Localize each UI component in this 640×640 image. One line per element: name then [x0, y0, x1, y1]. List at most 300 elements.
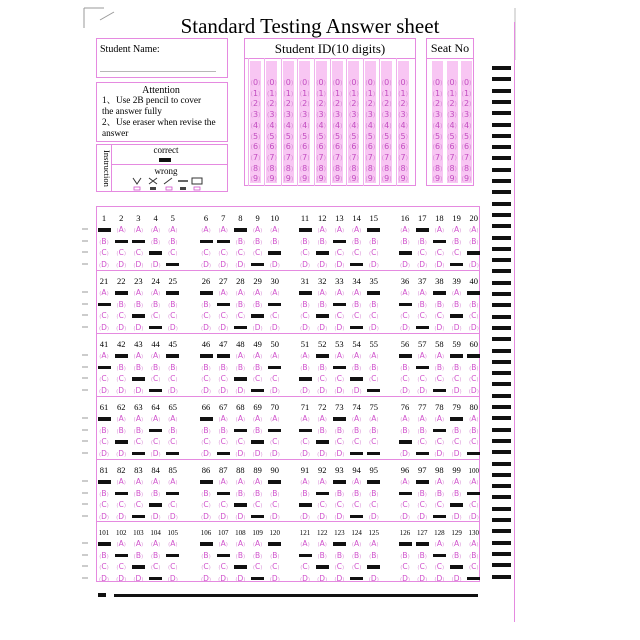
answer-option-b[interactable]: ( B ) — [96, 426, 112, 437]
answer-option-a[interactable]: ( A ) — [431, 351, 447, 362]
answer-mark-filled[interactable] — [367, 291, 380, 295]
student-id-bubble[interactable]: ( 2 ) — [363, 99, 377, 110]
answer-option-a[interactable]: ( A ) — [215, 477, 231, 488]
answer-option-b[interactable]: ( B ) — [331, 489, 347, 500]
student-id-bubble[interactable]: ( 0 ) — [249, 78, 263, 89]
answer-option-b[interactable]: ( B ) — [431, 489, 447, 500]
answer-mark-filled[interactable] — [132, 314, 145, 318]
answer-option-c[interactable]: ( C ) — [466, 500, 482, 511]
answer-option-d[interactable]: ( D ) — [331, 386, 347, 397]
answer-mark-filled[interactable] — [433, 291, 446, 295]
student-id-bubble[interactable]: ( 1 ) — [380, 89, 394, 100]
answer-mark-filled[interactable] — [450, 565, 463, 569]
answer-option-c[interactable]: ( C ) — [113, 562, 129, 573]
answer-option-d[interactable]: ( D ) — [314, 512, 330, 523]
answer-option-b[interactable]: ( B ) — [297, 300, 313, 311]
answer-option-c[interactable]: ( C ) — [113, 311, 129, 322]
answer-option-b[interactable]: ( B ) — [414, 551, 430, 562]
student-id-bubble[interactable]: ( 0 ) — [363, 78, 377, 89]
answer-option-b[interactable]: ( B ) — [198, 300, 214, 311]
answer-option-b[interactable]: ( B ) — [232, 237, 248, 248]
answer-option-c[interactable]: ( C ) — [198, 248, 214, 259]
answer-option-a[interactable]: ( A ) — [232, 414, 248, 425]
answer-option-b[interactable]: ( B ) — [232, 363, 248, 374]
answer-option-a[interactable]: ( A ) — [232, 477, 248, 488]
answer-option-b[interactable]: ( B ) — [449, 426, 465, 437]
answer-mark-filled[interactable] — [333, 417, 346, 421]
answer-option-d[interactable]: ( D ) — [96, 386, 112, 397]
student-id-bubble[interactable]: ( 5 ) — [314, 132, 328, 143]
answer-option-a[interactable]: ( A ) — [297, 414, 313, 425]
answer-option-c[interactable]: ( C ) — [165, 248, 181, 259]
student-id-bubble[interactable]: ( 6 ) — [314, 142, 328, 153]
answer-option-c[interactable]: ( C ) — [96, 374, 112, 385]
answer-option-b[interactable]: ( B ) — [314, 300, 330, 311]
answer-mark-filled[interactable] — [416, 480, 429, 484]
answer-option-a[interactable]: ( A ) — [331, 288, 347, 299]
answer-option-a[interactable]: ( A ) — [449, 288, 465, 299]
answer-option-b[interactable]: ( B ) — [250, 489, 266, 500]
answer-option-b[interactable]: ( B ) — [148, 489, 164, 500]
student-id-bubble[interactable]: ( 7 ) — [249, 153, 263, 164]
answer-option-c[interactable]: ( C ) — [215, 374, 231, 385]
answer-mark-filled[interactable] — [399, 492, 412, 496]
answer-option-c[interactable]: ( C ) — [267, 562, 283, 573]
answer-option-a[interactable]: ( A ) — [314, 539, 330, 550]
answer-option-c[interactable]: ( C ) — [96, 248, 112, 259]
answer-mark-filled[interactable] — [416, 366, 429, 370]
student-id-bubble[interactable]: ( 6 ) — [265, 142, 279, 153]
answer-option-b[interactable]: ( B ) — [314, 426, 330, 437]
answer-option-c[interactable]: ( C ) — [414, 374, 430, 385]
student-id-bubble[interactable]: ( 5 ) — [380, 132, 394, 143]
answer-option-a[interactable]: ( A ) — [349, 225, 365, 236]
answer-option-c[interactable]: ( C ) — [165, 311, 181, 322]
answer-mark-filled[interactable] — [251, 440, 264, 444]
seat-no-bubble[interactable]: ( 1 ) — [460, 89, 474, 100]
answer-option-a[interactable]: ( A ) — [215, 288, 231, 299]
answer-option-c[interactable]: ( C ) — [148, 437, 164, 448]
answer-option-c[interactable]: ( C ) — [113, 500, 129, 511]
student-id-bubble[interactable]: ( 9 ) — [363, 174, 377, 185]
answer-mark-filled[interactable] — [399, 440, 412, 444]
answer-option-b[interactable]: ( B ) — [349, 489, 365, 500]
answer-option-a[interactable]: ( A ) — [331, 351, 347, 362]
student-id-bubble[interactable]: ( 9 ) — [298, 174, 312, 185]
answer-option-d[interactable]: ( D ) — [314, 574, 330, 585]
student-id-bubble[interactable]: ( 8 ) — [396, 164, 410, 175]
answer-option-d[interactable]: ( D ) — [466, 512, 482, 523]
answer-option-d[interactable]: ( D ) — [198, 449, 214, 460]
answer-option-d[interactable]: ( D ) — [232, 574, 248, 585]
answer-option-c[interactable]: ( C ) — [331, 248, 347, 259]
answer-option-d[interactable]: ( D ) — [148, 260, 164, 271]
answer-option-d[interactable]: ( D ) — [215, 512, 231, 523]
answer-option-d[interactable]: ( D ) — [297, 386, 313, 397]
answer-option-b[interactable]: ( B ) — [96, 551, 112, 562]
answer-mark-filled[interactable] — [149, 577, 162, 581]
answer-mark-filled[interactable] — [268, 366, 281, 370]
answer-option-b[interactable]: ( B ) — [397, 426, 413, 437]
answer-option-b[interactable]: ( B ) — [148, 300, 164, 311]
answer-option-b[interactable]: ( B ) — [349, 363, 365, 374]
student-id-bubble[interactable]: ( 9 ) — [380, 174, 394, 185]
answer-option-a[interactable]: ( A ) — [250, 288, 266, 299]
seat-no-bubble[interactable]: ( 3 ) — [431, 110, 445, 121]
answer-mark-filled[interactable] — [467, 492, 480, 496]
answer-option-d[interactable]: ( D ) — [215, 574, 231, 585]
answer-mark-filled[interactable] — [132, 452, 145, 456]
student-id-bubble[interactable]: ( 7 ) — [314, 153, 328, 164]
answer-option-d[interactable]: ( D ) — [113, 574, 129, 585]
answer-option-a[interactable]: ( A ) — [431, 225, 447, 236]
answer-option-a[interactable]: ( A ) — [232, 539, 248, 550]
student-id-bubble[interactable]: ( 2 ) — [265, 99, 279, 110]
answer-mark-filled[interactable] — [234, 326, 247, 330]
student-id-bubble[interactable]: ( 0 ) — [314, 78, 328, 89]
student-id-bubble[interactable]: ( 7 ) — [298, 153, 312, 164]
answer-option-c[interactable]: ( C ) — [96, 437, 112, 448]
answer-option-b[interactable]: ( B ) — [250, 237, 266, 248]
answer-option-c[interactable]: ( C ) — [349, 562, 365, 573]
answer-option-d[interactable]: ( D ) — [431, 260, 447, 271]
student-id-bubble[interactable]: ( 8 ) — [249, 164, 263, 175]
seat-no-bubble[interactable]: ( 9 ) — [460, 174, 474, 185]
answer-mark-filled[interactable] — [149, 503, 162, 507]
answer-option-a[interactable]: ( A ) — [349, 351, 365, 362]
answer-option-a[interactable]: ( A ) — [250, 477, 266, 488]
student-id-bubble[interactable]: ( 5 ) — [281, 132, 295, 143]
answer-option-d[interactable]: ( D ) — [96, 574, 112, 585]
answer-mark-filled[interactable] — [234, 377, 247, 381]
answer-option-c[interactable]: ( C ) — [349, 248, 365, 259]
answer-mark-filled[interactable] — [333, 366, 346, 370]
answer-option-c[interactable]: ( C ) — [366, 248, 382, 259]
answer-option-a[interactable]: ( A ) — [250, 539, 266, 550]
answer-mark-filled[interactable] — [450, 263, 463, 267]
answer-mark-filled[interactable] — [416, 228, 429, 232]
answer-mark-filled[interactable] — [433, 389, 446, 393]
answer-option-d[interactable]: ( D ) — [165, 386, 181, 397]
answer-option-c[interactable]: ( C ) — [431, 562, 447, 573]
answer-option-d[interactable]: ( D ) — [397, 260, 413, 271]
seat-no-bubble[interactable]: ( 4 ) — [460, 121, 474, 132]
answer-option-c[interactable]: ( C ) — [366, 311, 382, 322]
student-id-bubble[interactable]: ( 9 ) — [331, 174, 345, 185]
answer-option-d[interactable]: ( D ) — [232, 260, 248, 271]
answer-option-b[interactable]: ( B ) — [130, 551, 146, 562]
student-id-bubble[interactable]: ( 6 ) — [298, 142, 312, 153]
student-id-bubble[interactable]: ( 5 ) — [347, 132, 361, 143]
answer-mark-filled[interactable] — [299, 291, 312, 295]
answer-option-d[interactable]: ( D ) — [215, 386, 231, 397]
answer-option-a[interactable]: ( A ) — [232, 351, 248, 362]
student-id-bubble[interactable]: ( 8 ) — [363, 164, 377, 175]
answer-option-d[interactable]: ( D ) — [449, 323, 465, 334]
answer-option-b[interactable]: ( B ) — [267, 551, 283, 562]
answer-mark-filled[interactable] — [251, 389, 264, 393]
answer-mark-filled[interactable] — [316, 251, 329, 255]
answer-mark-filled[interactable] — [98, 366, 111, 370]
answer-mark-filled[interactable] — [333, 303, 346, 307]
answer-mark-filled[interactable] — [316, 565, 329, 569]
student-id-bubble[interactable]: ( 3 ) — [281, 110, 295, 121]
answer-option-a[interactable]: ( A ) — [466, 477, 482, 488]
answer-option-a[interactable]: ( A ) — [397, 414, 413, 425]
answer-option-c[interactable]: ( C ) — [466, 437, 482, 448]
student-id-bubble[interactable]: ( 3 ) — [314, 110, 328, 121]
answer-mark-filled[interactable] — [234, 228, 247, 232]
answer-option-c[interactable]: ( C ) — [349, 437, 365, 448]
answer-option-c[interactable]: ( C ) — [314, 374, 330, 385]
answer-mark-filled[interactable] — [251, 314, 264, 318]
answer-mark-filled[interactable] — [149, 389, 162, 393]
seat-no-bubble[interactable]: ( 7 ) — [431, 153, 445, 164]
student-id-bubble[interactable]: ( 4 ) — [281, 121, 295, 132]
answer-option-b[interactable]: ( B ) — [250, 300, 266, 311]
answer-option-d[interactable]: ( D ) — [331, 512, 347, 523]
answer-option-b[interactable]: ( B ) — [96, 237, 112, 248]
answer-option-c[interactable]: ( C ) — [96, 562, 112, 573]
answer-option-a[interactable]: ( A ) — [250, 414, 266, 425]
answer-option-b[interactable]: ( B ) — [314, 237, 330, 248]
seat-no-bubble[interactable]: ( 1 ) — [431, 89, 445, 100]
answer-option-b[interactable]: ( B ) — [113, 363, 129, 374]
seat-no-bubble[interactable]: ( 0 ) — [460, 78, 474, 89]
answer-mark-filled[interactable] — [98, 417, 111, 421]
answer-option-b[interactable]: ( B ) — [431, 300, 447, 311]
answer-option-d[interactable]: ( D ) — [331, 449, 347, 460]
answer-mark-filled[interactable] — [333, 480, 346, 484]
answer-option-b[interactable]: ( B ) — [366, 426, 382, 437]
answer-mark-filled[interactable] — [115, 440, 128, 444]
answer-option-b[interactable]: ( B ) — [449, 300, 465, 311]
answer-option-b[interactable]: ( B ) — [198, 363, 214, 374]
answer-mark-filled[interactable] — [450, 503, 463, 507]
student-id-bubble[interactable]: ( 1 ) — [298, 89, 312, 100]
student-id-bubble[interactable]: ( 8 ) — [331, 164, 345, 175]
answer-option-d[interactable]: ( D ) — [431, 574, 447, 585]
answer-mark-filled[interactable] — [98, 542, 111, 546]
answer-option-c[interactable]: ( C ) — [331, 374, 347, 385]
answer-option-b[interactable]: ( B ) — [165, 426, 181, 437]
answer-mark-filled[interactable] — [299, 377, 312, 381]
answer-option-b[interactable]: ( B ) — [113, 426, 129, 437]
answer-option-c[interactable]: ( C ) — [165, 374, 181, 385]
answer-mark-filled[interactable] — [234, 429, 247, 433]
answer-option-d[interactable]: ( D ) — [267, 260, 283, 271]
answer-option-d[interactable]: ( D ) — [198, 574, 214, 585]
student-id-bubble[interactable]: ( 2 ) — [314, 99, 328, 110]
student-id-bubble[interactable]: ( 8 ) — [380, 164, 394, 175]
student-id-bubble[interactable]: ( 0 ) — [281, 78, 295, 89]
answer-mark-filled[interactable] — [200, 354, 213, 358]
answer-option-d[interactable]: ( D ) — [250, 449, 266, 460]
student-id-bubble[interactable]: ( 8 ) — [281, 164, 295, 175]
answer-mark-filled[interactable] — [166, 263, 179, 267]
answer-option-b[interactable]: ( B ) — [267, 489, 283, 500]
answer-mark-filled[interactable] — [268, 480, 281, 484]
answer-mark-filled[interactable] — [467, 291, 480, 295]
answer-mark-filled[interactable] — [350, 377, 363, 381]
answer-mark-filled[interactable] — [467, 577, 480, 581]
answer-mark-filled[interactable] — [333, 542, 346, 546]
student-id-bubble[interactable]: ( 1 ) — [331, 89, 345, 100]
answer-option-a[interactable]: ( A ) — [349, 288, 365, 299]
answer-option-a[interactable]: ( A ) — [449, 539, 465, 550]
student-id-bubble[interactable]: ( 2 ) — [396, 99, 410, 110]
answer-option-b[interactable]: ( B ) — [331, 426, 347, 437]
answer-mark-filled[interactable] — [316, 492, 329, 496]
answer-option-d[interactable]: ( D ) — [232, 449, 248, 460]
answer-option-d[interactable]: ( D ) — [215, 323, 231, 334]
answer-option-d[interactable]: ( D ) — [113, 449, 129, 460]
answer-mark-filled[interactable] — [149, 326, 162, 330]
student-id-bubble[interactable]: ( 8 ) — [314, 164, 328, 175]
answer-option-a[interactable]: ( A ) — [431, 414, 447, 425]
answer-mark-filled[interactable] — [467, 452, 480, 456]
answer-option-c[interactable]: ( C ) — [250, 248, 266, 259]
student-id-bubble[interactable]: ( 4 ) — [298, 121, 312, 132]
answer-option-d[interactable]: ( D ) — [165, 512, 181, 523]
student-id-bubble[interactable]: ( 0 ) — [396, 78, 410, 89]
answer-option-b[interactable]: ( B ) — [250, 551, 266, 562]
seat-no-bubble[interactable]: ( 2 ) — [460, 99, 474, 110]
student-id-bubble[interactable]: ( 3 ) — [396, 110, 410, 121]
answer-option-c[interactable]: ( C ) — [431, 311, 447, 322]
answer-option-a[interactable]: ( A ) — [130, 477, 146, 488]
answer-option-d[interactable]: ( D ) — [397, 386, 413, 397]
answer-option-d[interactable]: ( D ) — [331, 260, 347, 271]
answer-option-b[interactable]: ( B ) — [148, 237, 164, 248]
answer-mark-filled[interactable] — [467, 251, 480, 255]
answer-option-b[interactable]: ( B ) — [165, 237, 181, 248]
answer-option-c[interactable]: ( C ) — [267, 374, 283, 385]
student-id-bubble[interactable]: ( 1 ) — [249, 89, 263, 100]
answer-option-a[interactable]: ( A ) — [96, 288, 112, 299]
answer-mark-filled[interactable] — [217, 303, 230, 307]
answer-option-d[interactable]: ( D ) — [397, 323, 413, 334]
seat-no-bubble[interactable]: ( 5 ) — [445, 132, 459, 143]
answer-option-d[interactable]: ( D ) — [130, 260, 146, 271]
answer-option-d[interactable]: ( D ) — [297, 260, 313, 271]
seat-no-bubble[interactable]: ( 0 ) — [431, 78, 445, 89]
student-id-bubble[interactable]: ( 0 ) — [331, 78, 345, 89]
seat-no-bubble[interactable]: ( 5 ) — [460, 132, 474, 143]
student-id-bubble[interactable]: ( 2 ) — [298, 99, 312, 110]
student-id-bubble[interactable]: ( 5 ) — [396, 132, 410, 143]
student-id-bubble[interactable]: ( 4 ) — [249, 121, 263, 132]
answer-option-d[interactable]: ( D ) — [366, 574, 382, 585]
answer-option-a[interactable]: ( A ) — [397, 477, 413, 488]
answer-option-c[interactable]: ( C ) — [148, 562, 164, 573]
answer-option-a[interactable]: ( A ) — [466, 539, 482, 550]
answer-option-b[interactable]: ( B ) — [466, 300, 482, 311]
student-id-bubble[interactable]: ( 9 ) — [265, 174, 279, 185]
answer-option-c[interactable]: ( C ) — [431, 248, 447, 259]
student-id-bubble[interactable]: ( 9 ) — [281, 174, 295, 185]
answer-option-a[interactable]: ( A ) — [113, 477, 129, 488]
answer-mark-filled[interactable] — [450, 314, 463, 318]
answer-option-d[interactable]: ( D ) — [96, 323, 112, 334]
answer-mark-filled[interactable] — [433, 554, 446, 558]
answer-option-c[interactable]: ( C ) — [431, 374, 447, 385]
answer-option-c[interactable]: ( C ) — [397, 374, 413, 385]
answer-mark-filled[interactable] — [367, 452, 380, 456]
answer-mark-filled[interactable] — [132, 515, 145, 519]
student-id-bubble[interactable]: ( 4 ) — [265, 121, 279, 132]
answer-option-a[interactable]: ( A ) — [165, 477, 181, 488]
answer-option-c[interactable]: ( C ) — [314, 500, 330, 511]
answer-option-c[interactable]: ( C ) — [198, 437, 214, 448]
answer-option-c[interactable]: ( C ) — [113, 248, 129, 259]
answer-mark-filled[interactable] — [115, 354, 128, 358]
student-id-bubble[interactable]: ( 7 ) — [265, 153, 279, 164]
answer-mark-filled[interactable] — [433, 429, 446, 433]
answer-option-b[interactable]: ( B ) — [466, 363, 482, 374]
answer-option-d[interactable]: ( D ) — [113, 323, 129, 334]
answer-option-a[interactable]: ( A ) — [267, 351, 283, 362]
answer-option-a[interactable]: ( A ) — [250, 351, 266, 362]
answer-option-b[interactable]: ( B ) — [267, 237, 283, 248]
answer-option-c[interactable]: ( C ) — [414, 437, 430, 448]
answer-option-c[interactable]: ( C ) — [366, 437, 382, 448]
answer-mark-filled[interactable] — [132, 240, 145, 244]
answer-option-d[interactable]: ( D ) — [232, 386, 248, 397]
seat-no-bubble[interactable]: ( 3 ) — [460, 110, 474, 121]
answer-option-d[interactable]: ( D ) — [314, 323, 330, 334]
seat-no-bubble[interactable]: ( 2 ) — [431, 99, 445, 110]
answer-option-d[interactable]: ( D ) — [267, 449, 283, 460]
answer-option-c[interactable]: ( C ) — [297, 311, 313, 322]
answer-option-a[interactable]: ( A ) — [414, 288, 430, 299]
answer-option-a[interactable]: ( A ) — [314, 225, 330, 236]
seat-no-bubble[interactable]: ( 6 ) — [460, 142, 474, 153]
answer-mark-filled[interactable] — [367, 228, 380, 232]
seat-no-bubble[interactable]: ( 0 ) — [445, 78, 459, 89]
answer-option-c[interactable]: ( C ) — [297, 562, 313, 573]
answer-option-a[interactable]: ( A ) — [165, 414, 181, 425]
answer-mark-filled[interactable] — [316, 440, 329, 444]
answer-option-a[interactable]: ( A ) — [198, 225, 214, 236]
answer-option-c[interactable]: ( C ) — [414, 248, 430, 259]
answer-option-d[interactable]: ( D ) — [113, 386, 129, 397]
seat-no-bubble[interactable]: ( 6 ) — [445, 142, 459, 153]
answer-option-c[interactable]: ( C ) — [267, 311, 283, 322]
answer-option-d[interactable]: ( D ) — [267, 512, 283, 523]
answer-option-d[interactable]: ( D ) — [130, 574, 146, 585]
answer-option-b[interactable]: ( B ) — [449, 489, 465, 500]
answer-option-c[interactable]: ( C ) — [297, 248, 313, 259]
answer-option-a[interactable]: ( A ) — [130, 351, 146, 362]
answer-option-d[interactable]: ( D ) — [366, 512, 382, 523]
answer-option-c[interactable]: ( C ) — [215, 562, 231, 573]
answer-option-c[interactable]: ( C ) — [96, 311, 112, 322]
answer-mark-filled[interactable] — [268, 542, 281, 546]
answer-option-d[interactable]: ( D ) — [331, 574, 347, 585]
answer-mark-filled[interactable] — [166, 291, 179, 295]
answer-mark-filled[interactable] — [149, 251, 162, 255]
answer-option-b[interactable]: ( B ) — [414, 300, 430, 311]
answer-option-c[interactable]: ( C ) — [366, 374, 382, 385]
answer-option-a[interactable]: ( A ) — [130, 414, 146, 425]
answer-option-d[interactable]: ( D ) — [165, 323, 181, 334]
student-id-bubble[interactable]: ( 0 ) — [298, 78, 312, 89]
answer-option-a[interactable]: ( A ) — [349, 414, 365, 425]
answer-option-c[interactable]: ( C ) — [148, 311, 164, 322]
answer-option-b[interactable]: ( B ) — [397, 237, 413, 248]
student-id-bubble[interactable]: ( 3 ) — [249, 110, 263, 121]
